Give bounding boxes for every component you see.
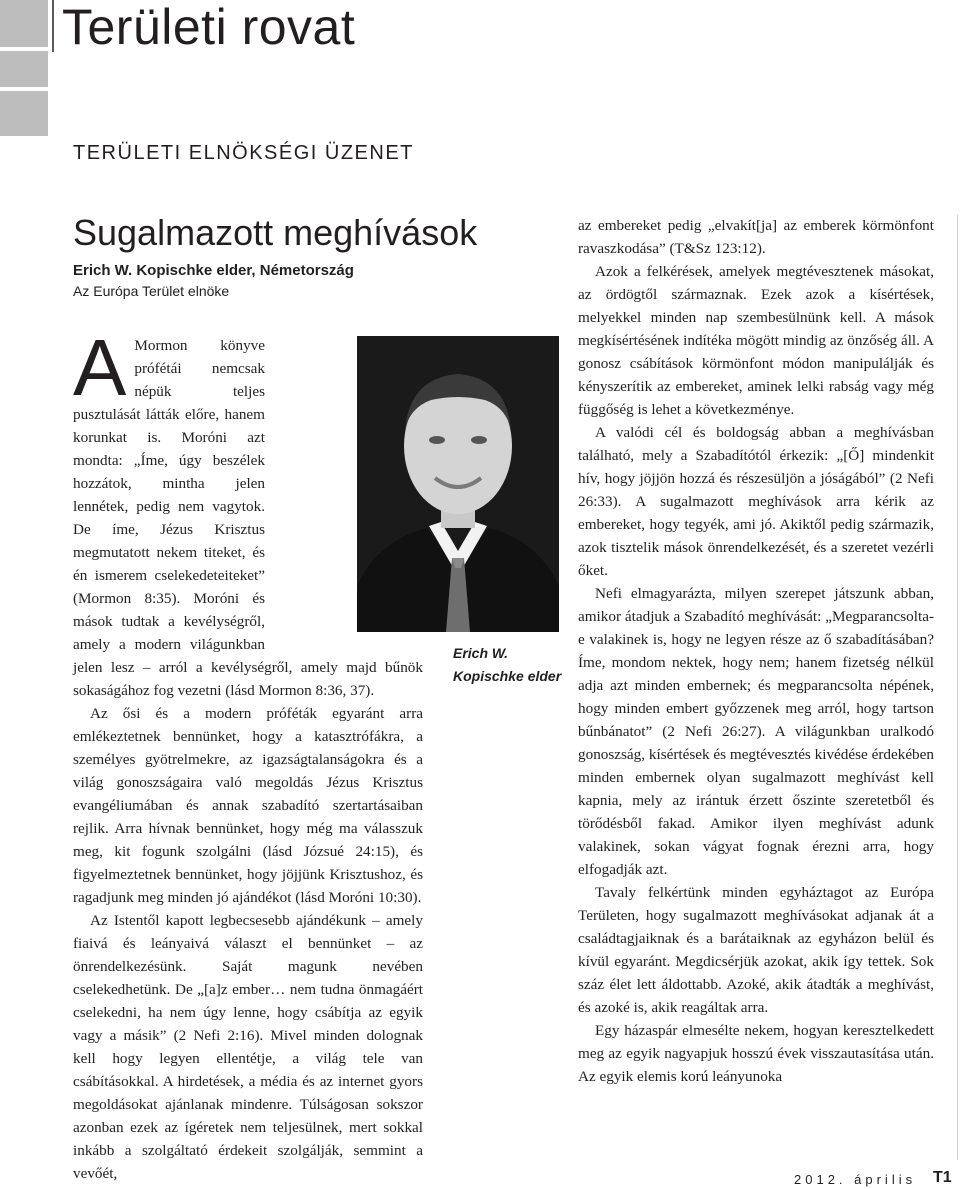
header-rule — [52, 0, 54, 52]
drop-cap: A — [73, 323, 127, 412]
paragraph: Az ősi és a modern próféták egyaránt arra emlékeztetnek bennünket, hogy a katasztrófákra, a személyes gyötrelmekre, az igazságtalanságokra és a világ gonoszságaira való megoldás Jézus Krisztus evangéliumában és annak szabadító szertartásaiban rejlik. Arra hívnak bennünket, hogy még ma válasszuk meg, kit fogunk szolgálni (lásd Józsué 24:15), és figyelmeztetnek bennünket, hogy jöjjünk Krisztushoz, és ragadjunk meg minden jó ajándékot (lásd Moróni 10:30). — [73, 705, 423, 906]
footer-date: 2012. április — [794, 1172, 917, 1187]
paragraph: Egy házaspár elmesélte nekem, hogyan keresztelkedett meg az egyik nagyapjuk hosszú évek visszautasítása után. Az egyik elemis korú leányunoka — [578, 1022, 934, 1085]
paragraph: A valódi cél és boldogság abban a meghívásban található, mely a Szabadítótól érkezik: „[Ő] mindenkit hív, hogy jöjjön hozzá és részesüljön a jóságából” (2 Nefi 26:33). A sugalmazott meghívások arra kérik az embereket, hogy tegyék, ami jó. Akiktől pedig származik, azok tisztelik mások önrendelkezését, és a szeretet vezérli őket. — [578, 424, 934, 579]
paragraph: az embereket pedig „elvakít[ja] az emberek körmönfont ravaszkodása” (T&Sz 123:12). — [578, 217, 934, 257]
paragraph: Azok a felkérések, amelyek megtévesztenek másokat, az ördögtől származnak. Ezek azok a kísértések, melyekkel minden nap szembesülnünk kell. A mások megkísértésének indítéka mögött mindig az önzőség áll. A gonosz csábítások körmönfont módon manipulálják és kényszerítik az embereket, aminek lelki rabság vagy még függőség is lehet a következménye. — [578, 263, 934, 418]
header-decoration-block — [0, 91, 48, 136]
header-decoration-block — [0, 51, 48, 87]
text-column-right — [578, 214, 934, 1088]
author-portrait — [357, 336, 559, 632]
article-kicker: TERÜLETI ELNÖKSÉGI ÜZENET — [73, 142, 414, 164]
page-number: T1 — [933, 1169, 952, 1186]
portrait-illustration — [357, 336, 559, 632]
paragraph: Tavaly felkértünk minden egyháztagot az Európa Területen, hogy sugalmazott meghívásokat adjanak át a családtagjaiknak és a barátaiknak az egyházon belül és kívül egyaránt. Megdicsérjük azokat, akik így tettek. Sok száz élet lett áldottabb. Azoké, akik átadták a meghívást, és azoké is, akik reagáltak arra. — [578, 884, 934, 1016]
author-role: Az Európa Terület elnöke — [73, 283, 230, 299]
section-title: Területi rovat — [62, 0, 356, 55]
article-title: Sugalmazott meghívások — [73, 212, 478, 253]
photo-caption — [453, 642, 561, 688]
paragraph: Nefi elmagyarázta, milyen szerepet játszunk abban, amikor átadjuk a Szabadító meghívását: „Megparancsolta-e valakinek is, hogy ne legyen része az ő szabadításában? Íme, mondom nektek, hogy nem; hanem fizetség nélkül adja azt minden embernek; és megparancsolta népének, hogy minden embert győzzenek meg arról, hogy tartson bűnbánatot” (2 Nefi 26:27). A világunkban uralkodó gonoszság, kísértések és megtévesztés kivédése érdekében minden embernek olyan sugalmazott meghívást kell kapnia, mely az irántuk érzett őszinte szeretetből és törődésből fakad. Amikor ilyen meghívást adunk valakinek, sokan vágyat fognak érezni arra, hogy elfogadják azt. — [578, 585, 934, 878]
column-rule — [957, 215, 958, 1160]
paragraph-text: Mormon könyve prófétái nemcsak népük teljes pusztulását látták előre, hanem korunkat is. Moróni azt mondta: „Íme, úgy beszélek hozzátok, mintha jelen lennétek, pedig nem vagytok. De íme, Jézus Krisztus megmutatott nekem titeket, és én ismerem cselekedeteiteket” (Mormon 8:35). Moróni és mások tudtak a kevélységről, amely a modern világunkban jelen lesz – arról a kevélységről, amely majd bűnök sokaságához fog vezetni (lásd Mormon 8:36, 37). — [73, 337, 423, 699]
caption-line: Kopischke elder — [453, 668, 562, 684]
paragraph: Az Istentől kapott legbecsesebb ajándékunk – amely fiaivá és leányaivá választ el bennünket – az önrendelkezésünk. Saját magunk nevében cselekedhetünk. De „[a]z ember… nem tudna önmagáért cselekedni, ha nem úgy lenne, hogy csábítja az egyik vagy a másik” (2 Nefi 2:16). Mivel minden dolognak kell hogy legyen ellentétje, a világ tele van csábításokkal. A hirdetések, a média és az internet gyors megoldásokat ajánlanak mindenre. Túlságosan sokszor azonban ezek az ígéretek nem teljesülnek, mert sokkal inkább a szolgáltató érdekeit szolgálják, semmint a vevőét, — [73, 912, 423, 1182]
header-decoration-block — [0, 0, 48, 47]
article-author: Erich W. Kopischke elder, Németország — [73, 262, 354, 279]
caption-line: Erich W. — [453, 645, 508, 661]
